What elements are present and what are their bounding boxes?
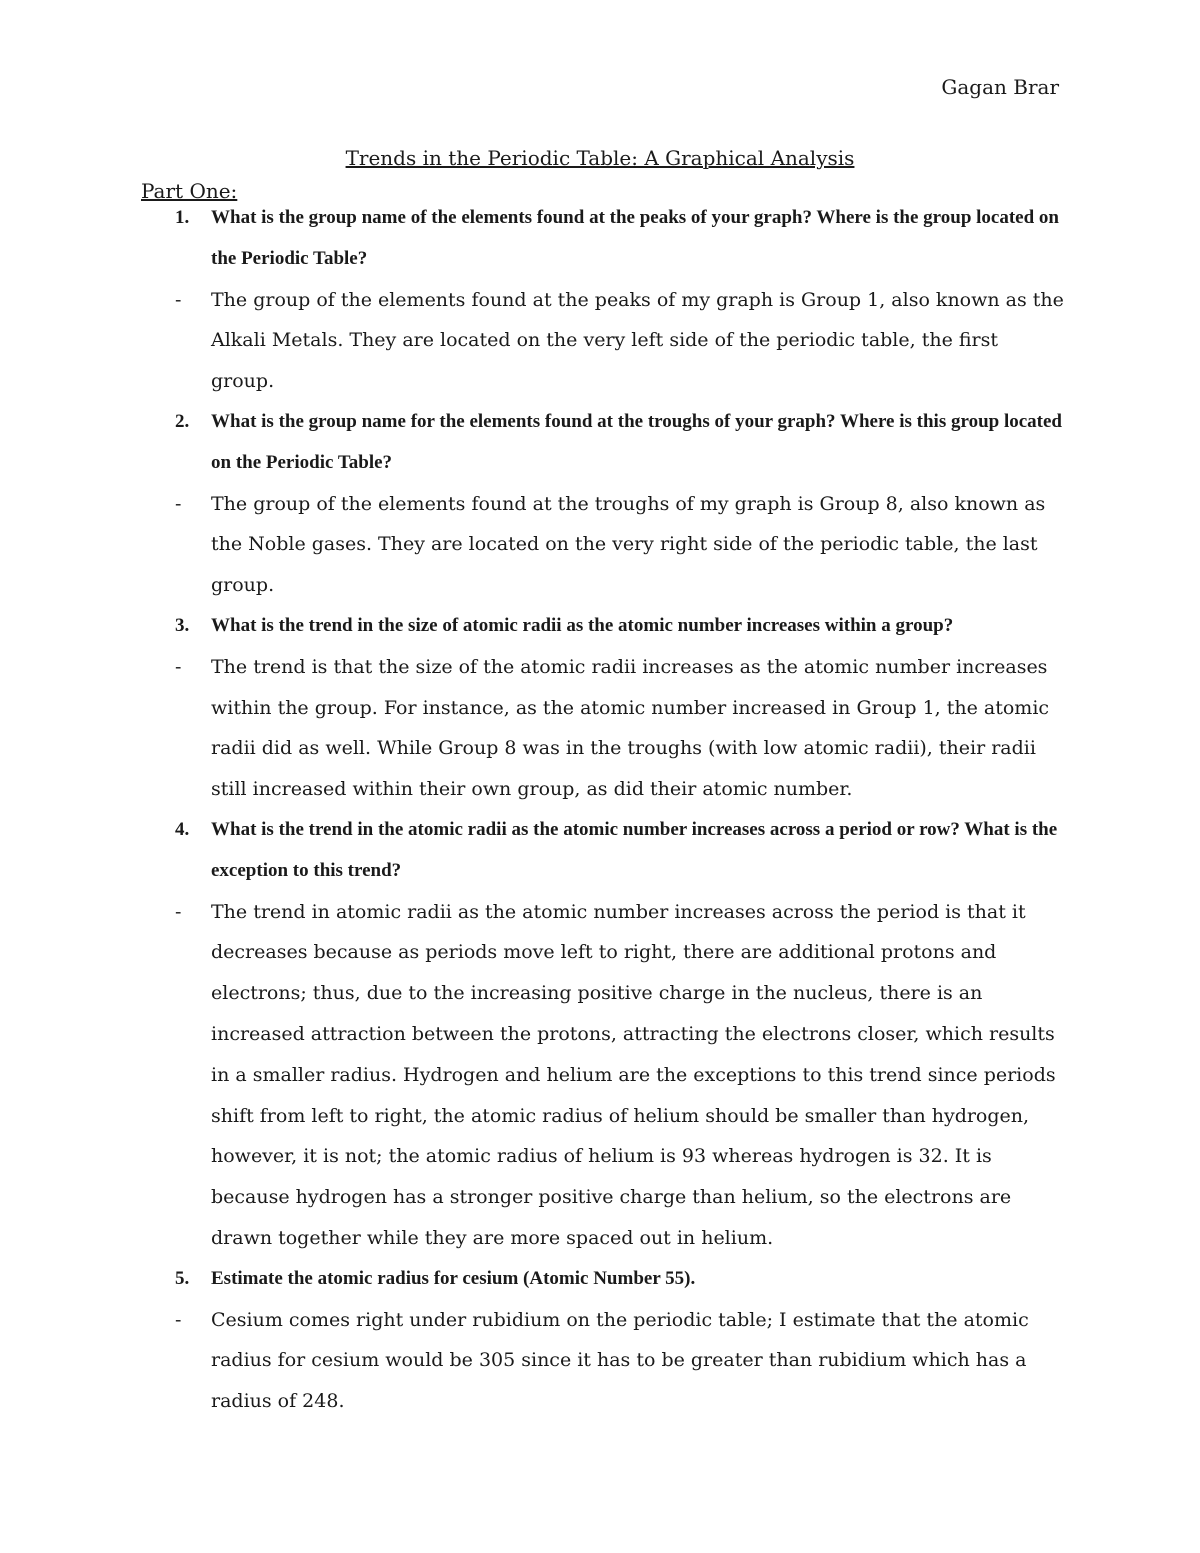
question-number: 3. xyxy=(175,614,190,636)
answer-text: The trend in atomic radii as the atomic number increases across the period is that it decreases because as periods move left to right, there are additional protons and electrons; thus, due to the increasing positive charge in the nucleus, there is an increased attraction between the protons, attracting the electrons closer, which results in a smaller radius. Hydrogen and helium are the exceptions to this trend since periods shift from left to right, the atomic radius of helium should be smaller than hydrogen, however, it is not; the atomic radius of helium is 93 whereas hydrogen is 32. It is because hydrogen has a stronger positive charge than helium, so the electrons are drawn together while they are more spaced out in helium. xyxy=(211,900,1056,1249)
author-name: Gagan Brar xyxy=(941,75,1059,99)
question-4 xyxy=(141,810,1066,892)
question-3 xyxy=(141,606,1066,647)
answer-text: The group of the elements found at the peaks of my graph is Group 1, also known as the Alkali Metals. They are located on the very left side of the periodic table, the first group. xyxy=(211,288,1064,393)
question-text: What is the trend in the atomic radii as the atomic number increases across a period or row? What is the exception to this trend? xyxy=(211,818,1058,881)
answer-dash: - xyxy=(175,288,182,311)
answer-text: The trend is that the size of the atomic radii increases as the atomic number increases within the group. For instance, as the atomic number increased in Group 1, the atomic radii did as well. While Group 8 was in the troughs (with low atomic radii), their radii still increased within their own group, as did their atomic number. xyxy=(211,655,1050,801)
answer-text: The group of the elements found at the troughs of my graph is Group 8, also known as the Noble gases. They are located on the very right side of the periodic table, the last group. xyxy=(211,492,1046,597)
answer-5 xyxy=(141,1300,1066,1422)
question-text: What is the trend in the size of atomic radii as the atomic number increases within a group? xyxy=(211,614,954,636)
answer-4 xyxy=(141,892,1066,1259)
question-text: Estimate the atomic radius for cesium (Atomic Number 55). xyxy=(211,1267,696,1289)
answer-dash: - xyxy=(175,900,182,923)
section-heading: Part One: xyxy=(141,179,238,203)
question-list xyxy=(141,198,1066,1422)
answer-dash: - xyxy=(175,655,182,678)
question-number: 4. xyxy=(175,818,190,840)
question-number: 5. xyxy=(175,1267,190,1289)
question-text: What is the group name for the elements found at the troughs of your graph? Where is this group located on the Periodic Table? xyxy=(211,410,1062,473)
answer-text: Cesium comes right under rubidium on the periodic table; I estimate that the atomic radius for cesium would be 305 since it has to be greater than rubidium which has a radius of 248. xyxy=(211,1308,1029,1413)
question-number: 1. xyxy=(175,207,190,228)
question-number: 2. xyxy=(175,410,190,432)
document-title: Trends in the Periodic Table: A Graphical Analysis xyxy=(345,146,855,170)
question-text: What is the group name of the elements found at the peaks of your graph? Where is the group located on the Periodic Table? xyxy=(211,207,1059,269)
answer-1 xyxy=(141,280,1066,402)
answer-dash: - xyxy=(175,492,182,515)
question-2 xyxy=(141,402,1066,484)
answer-dash: - xyxy=(175,1308,182,1331)
answer-3 xyxy=(141,647,1066,810)
question-5 xyxy=(141,1259,1066,1300)
question-1 xyxy=(141,198,1066,280)
answer-2 xyxy=(141,484,1066,606)
